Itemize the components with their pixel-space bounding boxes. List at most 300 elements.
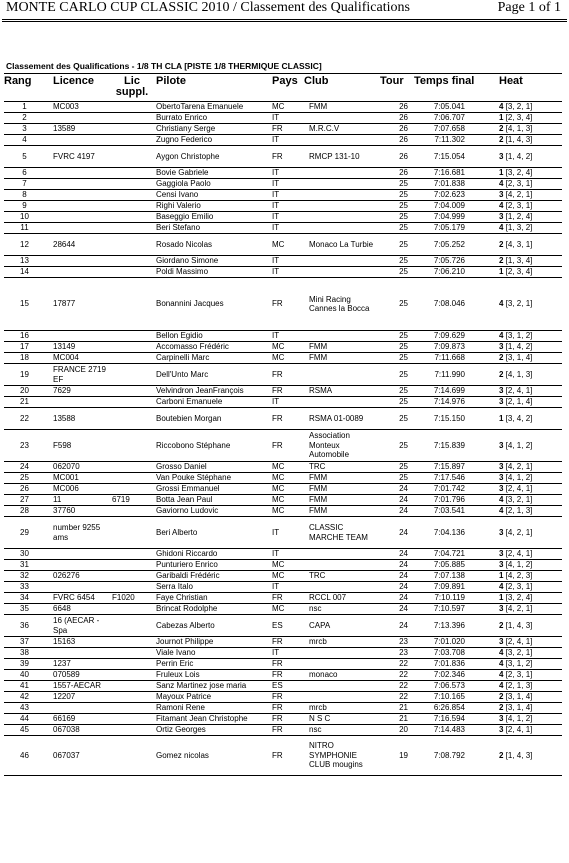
cell-rang: 22 xyxy=(4,408,45,430)
cell-licence xyxy=(45,648,110,659)
cell-club xyxy=(304,659,380,670)
cell-club xyxy=(304,549,380,560)
cell-rang: 19 xyxy=(4,364,45,386)
cell-lic-suppl xyxy=(110,692,154,703)
cell-tour: 25 xyxy=(380,267,412,278)
cell-pilote: Poldi Massimo xyxy=(154,267,272,278)
heat-sequence: [4, 2, 1] xyxy=(505,527,533,537)
heat-sequence: [3, 2, 1] xyxy=(505,299,533,309)
table-row xyxy=(4,124,562,135)
heat-sequence: [2, 1, 3] xyxy=(505,681,533,691)
cell-pays: MC xyxy=(272,571,304,582)
cell-lic-suppl xyxy=(110,517,154,549)
heat-number: 3 xyxy=(499,725,504,735)
cell-rang: 24 xyxy=(4,462,45,473)
cell-pilote: Serra Italo xyxy=(154,582,272,593)
cell-pilote: Righi Valerio xyxy=(154,201,272,212)
cell-heat xyxy=(491,408,562,430)
cell-lic-suppl xyxy=(110,549,154,560)
cell-heat xyxy=(491,571,562,582)
cell-licence xyxy=(45,190,110,201)
cell-temps-final: 7:15.839 xyxy=(412,430,491,462)
cell-lic-suppl xyxy=(110,430,154,462)
cell-heat xyxy=(491,473,562,484)
table-row xyxy=(4,495,562,506)
cell-tour: 19 xyxy=(380,736,412,776)
heat-number: 2 xyxy=(499,124,504,134)
heat-number: 2 xyxy=(499,620,504,630)
cell-lic-suppl xyxy=(110,190,154,201)
cell-temps-final: 7:04.009 xyxy=(412,201,491,212)
cell-licence: 13588 xyxy=(45,408,110,430)
cell-pilote: Bonannini Jacques xyxy=(154,278,272,331)
cell-temps-final: 7:16.681 xyxy=(412,168,491,179)
heat-sequence: [4, 1, 3] xyxy=(505,124,533,134)
cell-temps-final: 7:13.396 xyxy=(412,615,491,637)
cell-tour: 25 xyxy=(380,179,412,190)
cell-rang: 17 xyxy=(4,342,45,353)
cell-pilote: Punturiero Enrico xyxy=(154,560,272,571)
cell-lic-suppl xyxy=(110,462,154,473)
cell-heat xyxy=(491,549,562,560)
heat-number: 3 xyxy=(499,440,504,450)
cell-tour: 21 xyxy=(380,703,412,714)
cell-licence: FVRC 4197 xyxy=(45,146,110,168)
cell-rang: 7 xyxy=(4,179,45,190)
cell-pays: MC xyxy=(272,484,304,495)
cell-rang: 4 xyxy=(4,135,45,146)
cell-club: RSMA 01-0089 xyxy=(304,408,380,430)
cell-rang: 1 xyxy=(4,102,45,113)
cell-tour: 24 xyxy=(380,593,412,604)
cell-lic-suppl xyxy=(110,670,154,681)
cell-pilote: Ortiz Georges xyxy=(154,725,272,736)
heat-number: 3 xyxy=(499,212,504,222)
cell-rang: 10 xyxy=(4,212,45,223)
cell-club: mrcb xyxy=(304,637,380,648)
cell-club: FMM xyxy=(304,506,380,517)
cell-heat xyxy=(491,484,562,495)
cell-heat xyxy=(491,506,562,517)
heat-number: 1 xyxy=(499,593,504,603)
cell-pays: FR xyxy=(272,593,304,604)
cell-heat xyxy=(491,331,562,342)
cell-licence: number 9255 ams xyxy=(45,517,110,549)
cell-rang: 14 xyxy=(4,267,45,278)
heat-number: 4 xyxy=(499,495,504,505)
cell-tour: 22 xyxy=(380,670,412,681)
cell-rang: 28 xyxy=(4,506,45,517)
cell-club: RMCP 131-10 xyxy=(304,146,380,168)
cell-pilote: Bellon Egidio xyxy=(154,331,272,342)
cell-club xyxy=(304,681,380,692)
cell-rang: 44 xyxy=(4,714,45,725)
cell-lic-suppl xyxy=(110,637,154,648)
cell-licence: FVRC 6454 xyxy=(45,593,110,604)
cell-pilote: Gaggiola Paolo xyxy=(154,179,272,190)
heat-sequence: [2, 4, 1] xyxy=(505,549,533,559)
heat-sequence: [2, 3, 1] xyxy=(505,670,533,680)
cell-heat xyxy=(491,179,562,190)
cell-lic-suppl: F1020 xyxy=(110,593,154,604)
cell-heat xyxy=(491,593,562,604)
heat-number: 3 xyxy=(499,190,504,200)
header-divider xyxy=(2,19,567,20)
cell-heat xyxy=(491,495,562,506)
cell-heat xyxy=(491,703,562,714)
cell-temps-final: 7:14.483 xyxy=(412,725,491,736)
cell-rang: 30 xyxy=(4,549,45,560)
cell-pays: FR xyxy=(272,659,304,670)
cell-temps-final: 7:05.179 xyxy=(412,223,491,234)
cell-club xyxy=(304,190,380,201)
cell-pays: ES xyxy=(272,681,304,692)
cell-lic-suppl xyxy=(110,146,154,168)
cell-pilote: Burrato Enrico xyxy=(154,113,272,124)
cell-rang: 26 xyxy=(4,484,45,495)
cell-rang: 2 xyxy=(4,113,45,124)
heat-sequence: [4, 2, 3] xyxy=(505,571,533,581)
heat-sequence: [3, 1, 2] xyxy=(505,331,533,341)
heat-sequence: [4, 1, 2] xyxy=(505,440,533,450)
heat-number: 4 xyxy=(499,506,504,516)
header-divider-second xyxy=(2,21,567,22)
column-header-pilote: Pilote xyxy=(154,74,272,102)
cell-pays: IT xyxy=(272,135,304,146)
table-row xyxy=(4,670,562,681)
cell-pilote: Fitamant Jean Christophe xyxy=(154,714,272,725)
cell-club xyxy=(304,201,380,212)
cell-rang: 8 xyxy=(4,190,45,201)
cell-pays: FR xyxy=(272,703,304,714)
table-row xyxy=(4,135,562,146)
cell-tour: 25 xyxy=(380,462,412,473)
cell-rang: 9 xyxy=(4,201,45,212)
cell-club: FMM xyxy=(304,473,380,484)
table-row xyxy=(4,484,562,495)
cell-rang: 16 xyxy=(4,331,45,342)
cell-pilote: Ramoni Rene xyxy=(154,703,272,714)
table-row xyxy=(4,278,562,331)
cell-rang: 41 xyxy=(4,681,45,692)
cell-rang: 29 xyxy=(4,517,45,549)
cell-pilote: Botta Jean Paul xyxy=(154,495,272,506)
heat-sequence: [1, 3, 4] xyxy=(505,256,533,266)
cell-pays: IT xyxy=(272,517,304,549)
cell-licence: 062070 xyxy=(45,462,110,473)
cell-rang: 32 xyxy=(4,571,45,582)
cell-pilote: Gaviorno Ludovic xyxy=(154,506,272,517)
table-header-row xyxy=(4,74,562,102)
cell-lic-suppl xyxy=(110,278,154,331)
cell-club: NITRO SYMPHONIE CLUB mougins xyxy=(304,736,380,776)
table-row xyxy=(4,506,562,517)
cell-licence: MC006 xyxy=(45,484,110,495)
cell-pays: MC xyxy=(272,604,304,615)
cell-club xyxy=(304,560,380,571)
heat-number: 3 xyxy=(499,342,504,352)
heat-sequence: [3, 2, 1] xyxy=(505,495,533,505)
heat-number: 3 xyxy=(499,151,504,161)
heat-sequence: [1, 2, 4] xyxy=(505,212,533,222)
cell-pays: IT xyxy=(272,331,304,342)
cell-lic-suppl xyxy=(110,124,154,135)
cell-club xyxy=(304,168,380,179)
cell-pays: IT xyxy=(272,582,304,593)
cell-licence xyxy=(45,256,110,267)
cell-temps-final: 7:01.020 xyxy=(412,637,491,648)
cell-temps-final: 7:05.726 xyxy=(412,256,491,267)
cell-club xyxy=(304,223,380,234)
cell-pilote: Baseggio Emilio xyxy=(154,212,272,223)
table-row xyxy=(4,582,562,593)
cell-pilote: ObertoTarena Emanuele xyxy=(154,102,272,113)
results-table xyxy=(4,73,562,776)
table-row xyxy=(4,267,562,278)
cell-heat xyxy=(491,168,562,179)
table-row xyxy=(4,397,562,408)
cell-rang: 6 xyxy=(4,168,45,179)
cell-temps-final: 7:15.897 xyxy=(412,462,491,473)
cell-temps-final: 7:01.836 xyxy=(412,659,491,670)
cell-pilote: Boutebien Morgan xyxy=(154,408,272,430)
cell-heat xyxy=(491,201,562,212)
heat-number: 4 xyxy=(499,102,504,112)
heat-sequence: [1, 4, 2] xyxy=(505,151,533,161)
cell-temps-final: 7:09.873 xyxy=(412,342,491,353)
cell-temps-final: 7:16.594 xyxy=(412,714,491,725)
cell-club xyxy=(304,212,380,223)
cell-heat xyxy=(491,223,562,234)
cell-lic-suppl xyxy=(110,386,154,397)
cell-club: nsc xyxy=(304,725,380,736)
cell-pays: FR xyxy=(272,386,304,397)
table-row xyxy=(4,256,562,267)
cell-pays: FR xyxy=(272,714,304,725)
table-row xyxy=(4,615,562,637)
table-row xyxy=(4,364,562,386)
cell-pays: FR xyxy=(272,692,304,703)
cell-heat xyxy=(491,267,562,278)
cell-tour: 24 xyxy=(380,484,412,495)
table-row xyxy=(4,703,562,714)
cell-lic-suppl xyxy=(110,484,154,495)
cell-tour: 24 xyxy=(380,582,412,593)
cell-heat xyxy=(491,604,562,615)
cell-rang: 18 xyxy=(4,353,45,364)
cell-tour: 26 xyxy=(380,102,412,113)
cell-tour: 24 xyxy=(380,604,412,615)
cell-pilote: Aygon Christophe xyxy=(154,146,272,168)
cell-licence: 37760 xyxy=(45,506,110,517)
table-row xyxy=(4,593,562,604)
cell-tour: 23 xyxy=(380,637,412,648)
cell-licence xyxy=(45,113,110,124)
table-row xyxy=(4,648,562,659)
cell-pilote: Faye Christian xyxy=(154,593,272,604)
cell-pays: IT xyxy=(272,648,304,659)
cell-tour: 25 xyxy=(380,430,412,462)
cell-licence: 13589 xyxy=(45,124,110,135)
table-row xyxy=(4,549,562,560)
table-row xyxy=(4,736,562,776)
table-row xyxy=(4,692,562,703)
heat-sequence: [3, 2, 4] xyxy=(505,593,533,603)
heat-number: 1 xyxy=(499,113,504,123)
report-title: MONTE CARLO CUP CLASSIC 2010 / Classement des Qualifications xyxy=(6,0,410,15)
cell-rang: 37 xyxy=(4,637,45,648)
cell-temps-final: 7:05.041 xyxy=(412,102,491,113)
cell-licence: 1237 xyxy=(45,659,110,670)
cell-temps-final: 7:15.054 xyxy=(412,146,491,168)
cell-rang: 38 xyxy=(4,648,45,659)
cell-pilote: Van Pouke Stéphane xyxy=(154,473,272,484)
cell-pays: FR xyxy=(272,278,304,331)
table-row xyxy=(4,408,562,430)
column-header-rang: Rang xyxy=(4,74,45,102)
heat-number: 3 xyxy=(499,604,504,614)
cell-rang: 36 xyxy=(4,615,45,637)
heat-number: 1 xyxy=(499,571,504,581)
heat-sequence: [2, 3, 4] xyxy=(505,267,533,277)
heat-number: 4 xyxy=(499,331,504,341)
column-header-club: Club xyxy=(304,74,380,102)
heat-sequence: [2, 4, 1] xyxy=(505,386,533,396)
cell-pays: IT xyxy=(272,179,304,190)
cell-lic-suppl: 6719 xyxy=(110,495,154,506)
cell-tour: 24 xyxy=(380,615,412,637)
cell-temps-final: 7:08.792 xyxy=(412,736,491,776)
cell-lic-suppl xyxy=(110,571,154,582)
cell-pilote: Grosso Daniel xyxy=(154,462,272,473)
cell-temps-final: 7:06.573 xyxy=(412,681,491,692)
cell-pays: FR xyxy=(272,408,304,430)
heat-number: 2 xyxy=(499,353,504,363)
cell-licence xyxy=(45,223,110,234)
cell-licence: 067038 xyxy=(45,725,110,736)
heat-sequence: [4, 2, 1] xyxy=(505,462,533,472)
cell-lic-suppl xyxy=(110,506,154,517)
column-header-pays: Pays xyxy=(272,74,304,102)
column-header-temps-final: Temps final xyxy=(412,74,491,102)
cell-temps-final: 7:07.658 xyxy=(412,124,491,135)
cell-temps-final: 7:08.046 xyxy=(412,278,491,331)
heat-sequence: [4, 1, 2] xyxy=(505,560,533,570)
cell-lic-suppl xyxy=(110,102,154,113)
cell-rang: 43 xyxy=(4,703,45,714)
cell-pilote: Viale Ivano xyxy=(154,648,272,659)
cell-rang: 46 xyxy=(4,736,45,776)
table-row xyxy=(4,353,562,364)
cell-club: mrcb xyxy=(304,703,380,714)
cell-rang: 21 xyxy=(4,397,45,408)
heat-number: 3 xyxy=(499,714,504,724)
cell-licence xyxy=(45,179,110,190)
cell-heat xyxy=(491,212,562,223)
cell-temps-final: 7:04.721 xyxy=(412,549,491,560)
cell-licence xyxy=(45,267,110,278)
cell-lic-suppl xyxy=(110,256,154,267)
cell-pays: FR xyxy=(272,124,304,135)
heat-number: 2 xyxy=(499,369,504,379)
cell-rang: 31 xyxy=(4,560,45,571)
cell-tour: 21 xyxy=(380,714,412,725)
cell-club xyxy=(304,135,380,146)
cell-licence: 13149 xyxy=(45,342,110,353)
heat-number: 3 xyxy=(499,549,504,559)
cell-pilote: Cabezas Alberto xyxy=(154,615,272,637)
cell-heat xyxy=(491,725,562,736)
heat-number: 2 xyxy=(499,256,504,266)
cell-club xyxy=(304,331,380,342)
cell-heat xyxy=(491,278,562,331)
heat-sequence: [3, 1, 4] xyxy=(505,353,533,363)
cell-licence: 7629 xyxy=(45,386,110,397)
heat-number: 3 xyxy=(499,637,504,647)
table-row xyxy=(4,331,562,342)
cell-tour: 25 xyxy=(380,331,412,342)
cell-club: FMM xyxy=(304,484,380,495)
table-row xyxy=(4,571,562,582)
column-header-tour: Tour xyxy=(380,74,412,102)
cell-tour: 26 xyxy=(380,135,412,146)
cell-heat xyxy=(491,353,562,364)
column-header-lic-suppl: Lic suppl. xyxy=(110,74,154,102)
cell-club xyxy=(304,397,380,408)
cell-club: FMM xyxy=(304,102,380,113)
cell-lic-suppl xyxy=(110,408,154,430)
cell-pilote: Bovie Gabriele xyxy=(154,168,272,179)
cell-lic-suppl xyxy=(110,725,154,736)
cell-rang: 39 xyxy=(4,659,45,670)
cell-temps-final: 7:04.136 xyxy=(412,517,491,549)
cell-pays: IT xyxy=(272,267,304,278)
heat-sequence: [3, 1, 4] xyxy=(505,692,533,702)
cell-licence: 15163 xyxy=(45,637,110,648)
heat-number: 2 xyxy=(499,135,504,145)
cell-pilote: Garibaldi Frédéric xyxy=(154,571,272,582)
cell-lic-suppl xyxy=(110,397,154,408)
heat-sequence: [2, 4, 1] xyxy=(505,484,533,494)
heat-sequence: [3, 2, 1] xyxy=(505,102,533,112)
cell-licence: 026276 xyxy=(45,571,110,582)
cell-pays: IT xyxy=(272,168,304,179)
cell-rang: 27 xyxy=(4,495,45,506)
cell-lic-suppl xyxy=(110,364,154,386)
cell-tour: 22 xyxy=(380,659,412,670)
heat-number: 3 xyxy=(499,386,504,396)
cell-pilote: Grossi Emmanuel xyxy=(154,484,272,495)
cell-temps-final: 7:05.252 xyxy=(412,234,491,256)
cell-rang: 40 xyxy=(4,670,45,681)
table-row xyxy=(4,560,562,571)
cell-licence xyxy=(45,331,110,342)
table-row xyxy=(4,168,562,179)
page-indicator: Page 1 of 1 xyxy=(497,0,561,15)
cell-licence: 17877 xyxy=(45,278,110,331)
cell-licence: 16 (AECAR - Spa xyxy=(45,615,110,637)
heat-sequence: [3, 1, 2] xyxy=(505,659,533,669)
heat-number: 4 xyxy=(499,670,504,680)
heat-number: 3 xyxy=(499,462,504,472)
section-title: Classement des Qualifications - 1/8 TH CLA [PISTE 1/8 THERMIQUE CLASSIC] xyxy=(6,61,322,71)
cell-pays: IT xyxy=(272,201,304,212)
cell-pilote: Dell'Unto Marc xyxy=(154,364,272,386)
heat-number: 4 xyxy=(499,179,504,189)
cell-tour: 25 xyxy=(380,223,412,234)
cell-pays: MC xyxy=(272,462,304,473)
cell-temps-final: 7:15.150 xyxy=(412,408,491,430)
